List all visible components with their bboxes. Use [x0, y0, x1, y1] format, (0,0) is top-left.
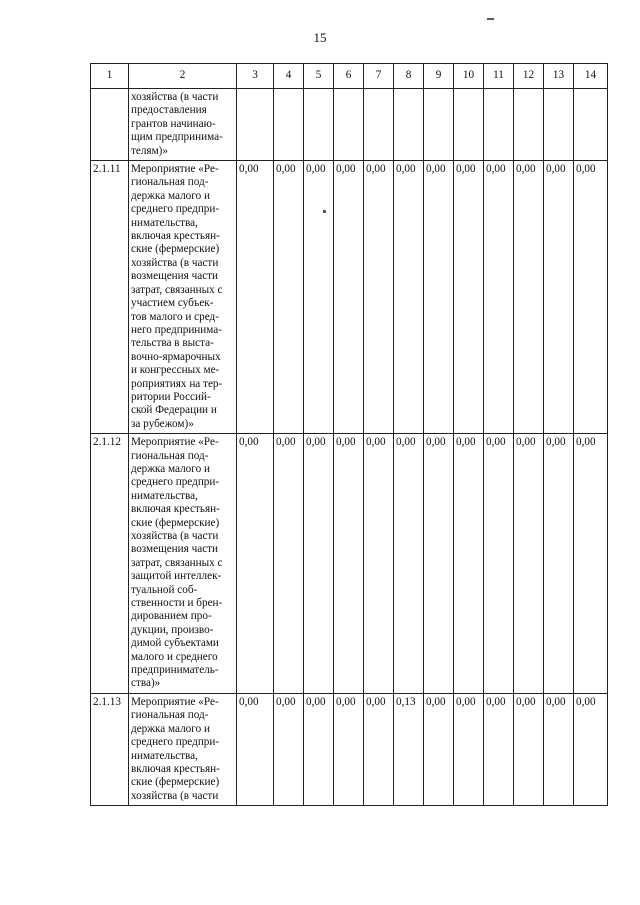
value-cell: 0,00 [394, 161, 424, 434]
value-cell: 0,00 [364, 161, 394, 434]
header-cell: 11 [484, 64, 514, 89]
row-code: 2.1.11 [91, 161, 129, 434]
row-name: Мероприятие «Ре- гиональная под- держка малого и среднего предпри- нимательства, включая крестьян- ские (фермерские) хозяйства (в части возмещения части затрат, связанных с защитой интеллек- туальной соб- ственности и брен- дированием про- дукции, произво- димой субъектами малого и среднего предприниматель- ства)» [129, 434, 237, 694]
value-cell [274, 89, 304, 161]
value-cell: 0,00 [304, 161, 334, 434]
value-cell [514, 89, 544, 161]
header-cell: 12 [514, 64, 544, 89]
table-row [91, 161, 608, 434]
value-cell: 0,00 [514, 161, 544, 434]
table-row [91, 434, 608, 694]
value-cell: 0,00 [574, 434, 608, 694]
value-cell: 0,00 [454, 161, 484, 434]
value-cell: 0,00 [544, 161, 574, 434]
header-cell: 14 [574, 64, 608, 89]
value-cell: 0,00 [334, 161, 364, 434]
header-cell: 5 [304, 64, 334, 89]
value-cell: 0,00 [364, 434, 394, 694]
header-cell: 1 [91, 64, 129, 89]
value-cell: 0,00 [274, 434, 304, 694]
value-cell [454, 89, 484, 161]
value-cell: 0,00 [304, 434, 334, 694]
value-cell: 0,00 [514, 434, 544, 694]
value-cell [304, 89, 334, 161]
page-number: 15 [313, 30, 327, 45]
value-cell: 0,00 [454, 693, 484, 805]
value-cell: 0,00 [394, 434, 424, 694]
value-cell: 0,00 [574, 161, 608, 434]
value-cell [544, 89, 574, 161]
value-cell: 0,00 [424, 161, 454, 434]
row-name: Мероприятие «Ре- гиональная под- держка малого и среднего предпри- нимательства, включая крестьян- ские (фермерские) хозяйства (в части возмещения части затрат, связанных с участием субъек- тов малого и сред- него предпринима- тельства в выста- вочно-ярмарочных и конгрессных ме- роприятиях на тер- ритории Россий- ской Федерации и за рубежом)» [129, 161, 237, 434]
value-cell: 0,00 [544, 693, 574, 805]
value-cell: 0,00 [484, 161, 514, 434]
value-cell: 0,00 [274, 161, 304, 434]
value-cell: 0,00 [237, 161, 274, 434]
value-cell: 0,00 [304, 693, 334, 805]
row-name: хозяйства (в части предоставления грантов начинаю- щим предпринима- телям)» [129, 89, 237, 161]
value-cell [424, 89, 454, 161]
value-cell [484, 89, 514, 161]
value-cell: 0,13 [394, 693, 424, 805]
row-code: 2.1.12 [91, 434, 129, 694]
row-code [91, 89, 129, 161]
table-row [91, 693, 608, 805]
value-cell: 0,00 [514, 693, 544, 805]
value-cell: 0,00 [424, 434, 454, 694]
value-cell: 0,00 [364, 693, 394, 805]
header-cell: 9 [424, 64, 454, 89]
header-cell: 6 [334, 64, 364, 89]
header-cell: 2 [129, 64, 237, 89]
header-row [91, 64, 608, 89]
value-cell: 0,00 [484, 693, 514, 805]
value-cell: 0,00 [334, 434, 364, 694]
row-code: 2.1.13 [91, 693, 129, 805]
header-cell: 4 [274, 64, 304, 89]
value-cell: 0,00 [237, 434, 274, 694]
row-name: Мероприятие «Ре- гиональная под- держка малого и среднего предпри- нимательства, включая крестьян- ские (фермерские) хозяйства (в части [129, 693, 237, 805]
value-cell [237, 89, 274, 161]
value-cell: 0,00 [454, 434, 484, 694]
value-cell [394, 89, 424, 161]
value-cell: 0,00 [574, 693, 608, 805]
value-cell: 0,00 [544, 434, 574, 694]
header-cell: 10 [454, 64, 484, 89]
value-cell [574, 89, 608, 161]
header-cell: 8 [394, 64, 424, 89]
value-cell: 0,00 [484, 434, 514, 694]
data-table [90, 63, 608, 806]
value-cell: 0,00 [424, 693, 454, 805]
header-cell: 3 [237, 64, 274, 89]
value-cell: 0,00 [334, 693, 364, 805]
value-cell: 0,00 [237, 693, 274, 805]
header-cell: 13 [544, 64, 574, 89]
header-cell: 7 [364, 64, 394, 89]
scan-mark [487, 18, 494, 20]
table-row [91, 89, 608, 161]
value-cell: 0,00 [274, 693, 304, 805]
value-cell [364, 89, 394, 161]
value-cell [334, 89, 364, 161]
